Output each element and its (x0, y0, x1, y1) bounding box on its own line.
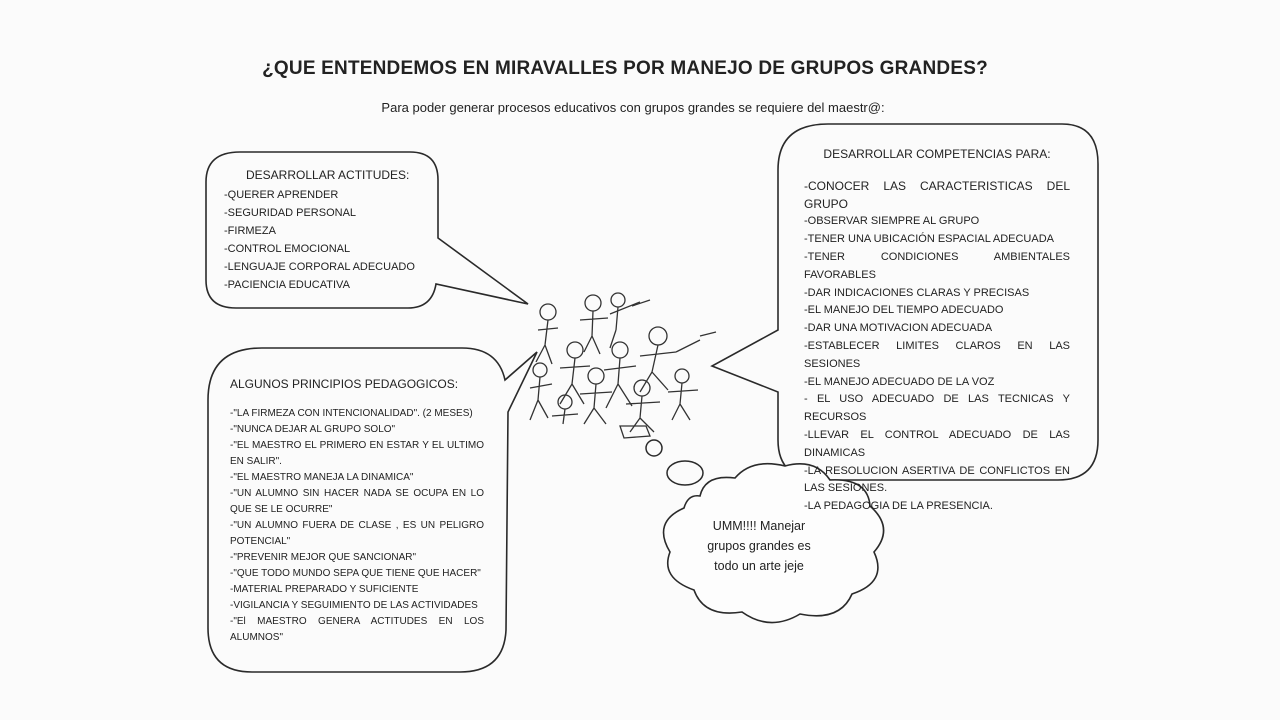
list-item: -"El MAESTRO GENERA ACTITUDES EN LOS ALUMNOS" (230, 616, 484, 643)
list-item: -"PREVENIR MEJOR QUE SANCIONAR" (230, 552, 417, 563)
list-item: -LENGUAJE CORPORAL ADECUADO (224, 261, 415, 273)
list-item: -EL MANEJO ADECUADO DE LA VOZ (804, 375, 995, 388)
list-item: -"EL MAESTRO EL PRIMERO EN ESTAR Y EL ULTIMO EN SALIR". (230, 440, 484, 467)
list-item: -LA PEDAGOGIA DE LA PRESENCIA. (804, 500, 993, 513)
list-item: -TENER CONDICIONES AMBIENTALES FAVORABLES (804, 250, 1070, 281)
page-subtitle: Para poder generar procesos educativos con grupos grandes se requiere del maestr@: (381, 100, 885, 115)
list-item: -TENER UNA UBICACIÓN ESPACIAL ADECUADA (804, 233, 1054, 246)
principios-list (230, 406, 484, 646)
list-item: - EL USO ADECUADO DE LAS TECNICAS Y RECURSOS (804, 393, 1070, 424)
principios-box (230, 376, 484, 646)
list-item: -LA RESOLUCION ASERTIVA DE CONFLICTOS EN LAS SESIONES. (804, 464, 1070, 495)
list-item: -FIRMEZA (224, 225, 276, 237)
actitudes-list (224, 186, 424, 294)
list-item: -VIGILANCIA Y SEGUIMIENTO DE LAS ACTIVIDADES (230, 600, 478, 611)
page-title: ¿QUE ENTENDEMOS EN MIRAVALLES POR MANEJO DE GRUPOS GRANDES? (262, 58, 988, 79)
actitudes-box (224, 166, 424, 294)
list-item: -DAR UNA MOTIVACION ADECUADA (804, 322, 993, 335)
children-crowd-illustration (530, 293, 716, 438)
list-item: -"UN ALUMNO SIN HACER NADA SE OCUPA EN LO QUE SE LE OCURRE" (230, 488, 484, 515)
list-item: -DAR INDICACIONES CLARAS Y PRECISAS (804, 286, 1030, 299)
list-item: -"QUE TODO MUNDO SEPA QUE TIENE QUE HACER" (230, 568, 481, 579)
list-item: -OBSERVAR SIEMPRE AL GRUPO (804, 215, 980, 228)
thought-dot-small (646, 440, 662, 456)
list-item: -CONOCER LAS CARACTERISTICAS DEL GRUPO (804, 178, 1070, 211)
list-item: -ESTABLECER LIMITES CLAROS EN LAS SESIONES (804, 339, 1070, 370)
list-item: -PACIENCIA EDUCATIVA (224, 279, 350, 291)
list-item: -"LA FIRMEZA CON INTENCIONALIDAD". (2 MESES) (230, 408, 473, 419)
competencias-list (804, 178, 1070, 516)
list-item: -SEGURIDAD PERSONAL (224, 207, 357, 219)
list-item: -"EL MAESTRO MANEJA LA DINAMICA" (230, 472, 414, 483)
competencias-box (804, 146, 1070, 516)
competencias-heading: DESARROLLAR COMPETENCIAS PARA: (823, 147, 1051, 161)
list-item: -CONTROL EMOCIONAL (224, 243, 351, 255)
list-item: -"NUNCA DEJAR AL GRUPO SOLO" (230, 424, 396, 435)
list-item: -EL MANEJO DEL TIEMPO ADECUADO (804, 304, 1004, 317)
thought-dot-large (667, 461, 703, 485)
list-item: -"UN ALUMNO FUERA DE CLASE , ES UN PELIGRO POTENCIAL" (230, 520, 484, 547)
cloud-text: UMM!!!! Manejar grupos grandes es todo un arte jeje (707, 519, 811, 573)
actitudes-heading: DESARROLLAR ACTITUDES: (246, 168, 410, 182)
list-item: -QUERER APRENDER (224, 189, 339, 201)
list-item: -LLEVAR EL CONTROL ADECUADO DE LAS DINAMICAS (804, 428, 1070, 459)
list-item: -MATERIAL PREPARADO Y SUFICIENTE (230, 584, 419, 595)
principios-heading: ALGUNOS PRINCIPIOS PEDAGOGICOS: (230, 377, 459, 391)
